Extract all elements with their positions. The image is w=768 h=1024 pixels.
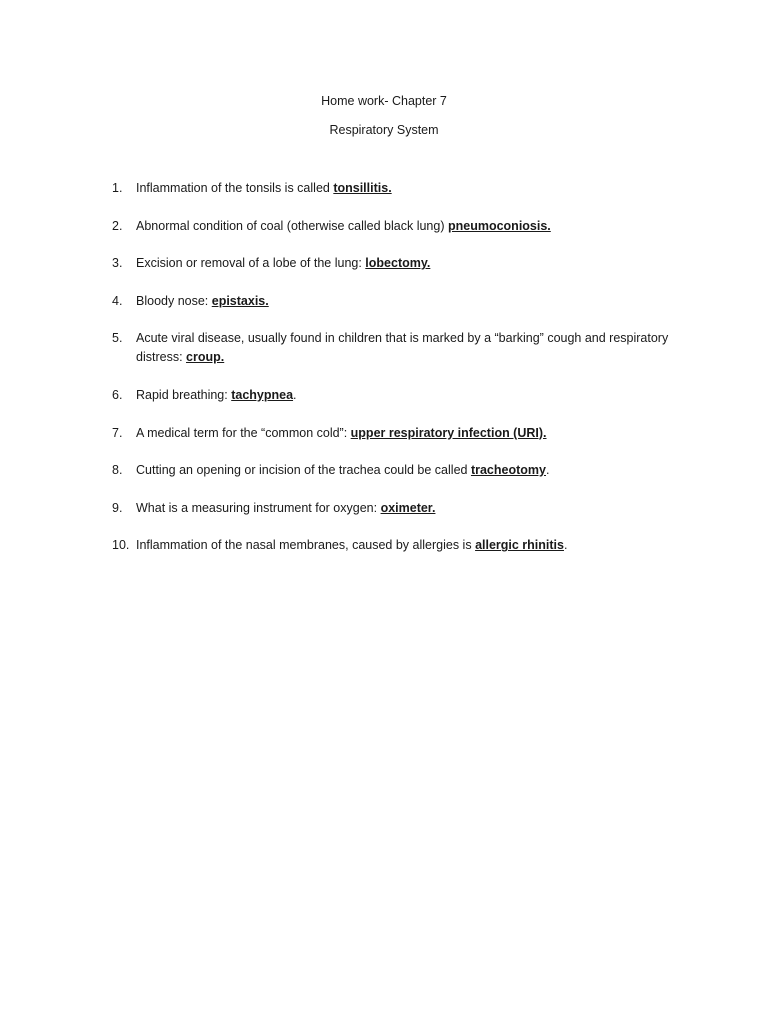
answer-text: pneumoconiosis.: [447, 218, 551, 233]
question-text: A medical term for the “common cold”:: [136, 425, 351, 440]
question-text: Rapid breathing:: [136, 387, 232, 402]
document-subtitle: Respiratory System: [329, 123, 439, 137]
question-item-3: [112, 254, 692, 273]
answer-suffix: .: [545, 463, 550, 478]
answer-text: lobectomy.: [365, 256, 431, 271]
question-item-2: [112, 217, 692, 236]
question-item-7: [112, 424, 692, 443]
question-number: 7.: [112, 425, 123, 440]
question-text: Acute viral disease, usually found in children that is marked by a “barking” cough and respiratory distress:: [136, 331, 669, 365]
answer-text: croup.: [186, 350, 225, 365]
question-item-1: [112, 179, 692, 198]
answer-suffix: .: [293, 387, 297, 402]
question-number: 9.: [112, 500, 123, 515]
question-number: 8.: [112, 463, 123, 478]
answer-suffix: .: [563, 538, 568, 553]
question-number: 1.: [112, 181, 123, 195]
question-number: 6.: [112, 387, 123, 402]
document-title: Home work- Chapter 7: [321, 94, 447, 108]
question-item-6: [112, 386, 692, 405]
answer-text: tracheotomy: [470, 463, 546, 478]
answer-text: epistaxis.: [211, 293, 269, 308]
question-number: 2.: [112, 218, 123, 233]
question-number: 3.: [112, 256, 123, 271]
question-text: Inflammation of the tonsils is called: [136, 181, 334, 195]
question-item-10: [112, 536, 692, 555]
question-text: Cutting an opening or incision of the trachea could be called: [136, 463, 471, 478]
question-text: Bloody nose:: [136, 293, 212, 308]
answer-text: allergic rhinitis: [475, 538, 564, 553]
question-number: 10.: [112, 538, 130, 553]
question-item-5: [112, 329, 692, 367]
answer-text: oximeter.: [380, 500, 436, 515]
question-number: 4.: [112, 293, 123, 308]
question-text: Inflammation of the nasal membranes, caused by allergies is: [136, 538, 476, 553]
question-list: [112, 179, 692, 574]
question-item-8: [112, 461, 692, 480]
question-text: Abnormal condition of coal (otherwise called black lung): [136, 218, 448, 233]
answer-text: tachypnea: [231, 387, 294, 402]
answer-text: tonsillitis.: [333, 181, 392, 195]
question-item-9: [112, 499, 692, 518]
answer-text: upper respiratory infection (URI).: [350, 425, 547, 440]
question-text: Excision or removal of a lobe of the lung:: [136, 256, 366, 271]
question-item-4: [112, 292, 692, 311]
question-number: 5.: [112, 331, 123, 346]
question-text: What is a measuring instrument for oxygen:: [136, 500, 381, 515]
